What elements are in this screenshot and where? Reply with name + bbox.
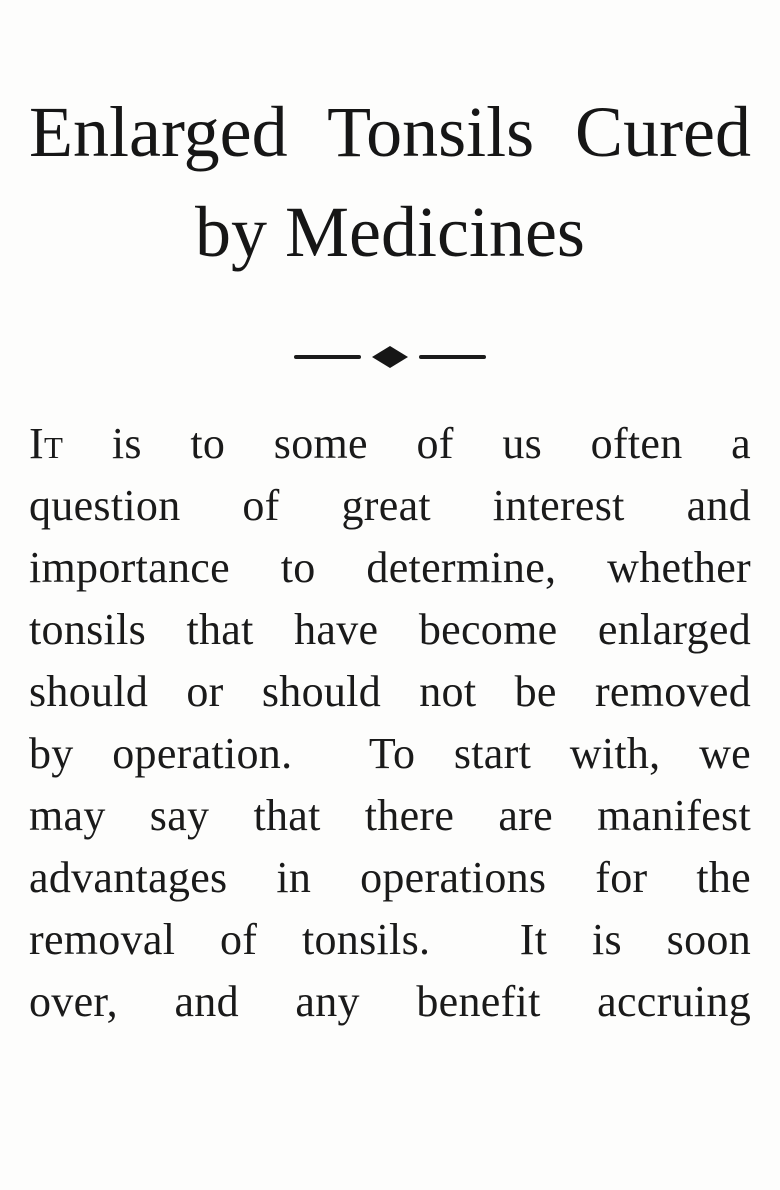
lead-in-word: It — [29, 419, 64, 468]
body-line-10: over, and any benefit accruing — [29, 977, 751, 1026]
divider-right-dash — [419, 355, 486, 359]
body-line-1-rest: is to some of us often a — [111, 419, 751, 468]
body-line-2: question of great interest and — [29, 481, 751, 530]
paragraph — [29, 413, 751, 1033]
body-line-5: should or should not be removed — [29, 667, 751, 716]
body-line-7: may say that there are manifest — [29, 791, 751, 840]
page-title — [29, 82, 751, 282]
body-line-8: advantages in operations for the — [29, 853, 751, 902]
page-title-line-1: Enlarged Tonsils Cured — [29, 92, 751, 172]
body-line-1 — [29, 413, 751, 475]
body-line-6: by operation. To start with, we — [29, 729, 751, 778]
body-line-3: importance to determine, whether — [29, 543, 751, 592]
diamond-ornament-icon — [372, 346, 408, 368]
page-title-line-2: by Medicines — [195, 192, 585, 272]
body-line-4: tonsils that have become enlarged — [29, 605, 751, 654]
divider-left-dash — [294, 355, 361, 359]
section-divider — [0, 345, 780, 369]
scanned-book-page — [0, 82, 780, 1190]
body-line-9: removal of tonsils. It is soon — [29, 915, 751, 964]
